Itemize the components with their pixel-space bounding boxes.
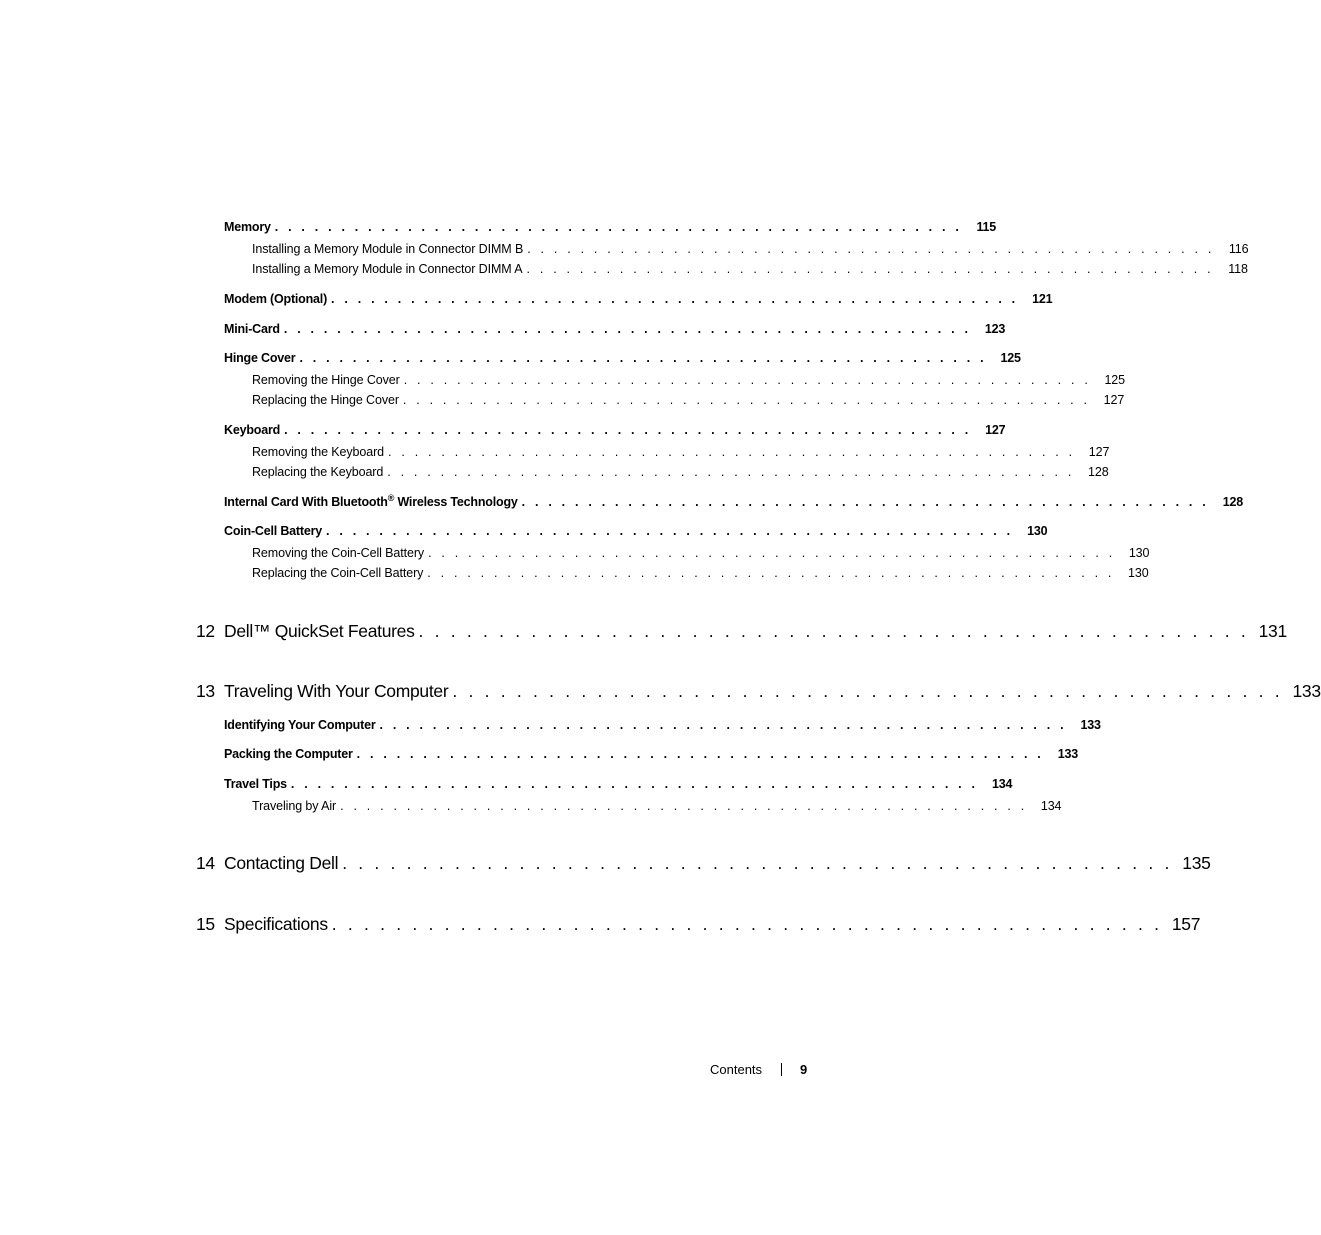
toc-chapter-title: Dell™ QuickSet Features bbox=[224, 621, 415, 641]
chapter-number: 13 bbox=[196, 681, 215, 701]
toc-entry-identifying-computer[interactable] bbox=[224, 718, 1101, 732]
toc-entry-page: 128 bbox=[1222, 495, 1243, 509]
dot-leader: . . . . . . . . . . . . . . . . . . . . . . . . . . . . . . . . . . . . . . . . . . . . . . . . . . . . bbox=[379, 718, 1067, 732]
registered-mark: ® bbox=[387, 492, 395, 503]
toc-entry-title: Installing a Memory Module in Connector DIMM B bbox=[252, 242, 524, 256]
dot-leader: . . . . . . . . . . . . . . . . . . . . . . . . . . . . . . . . . . . . . . . . . . . . . . . . . . . . bbox=[326, 524, 1014, 538]
toc-entry-title: Memory bbox=[224, 220, 271, 234]
dot-leader: . . . . . . . . . . . . . . . . . . . . . . . . . . . . . . . . . . . . . . . . . . . . . . . . . . . . bbox=[527, 242, 1215, 256]
chapter-number: 12 bbox=[196, 621, 215, 641]
toc-entry-title: Removing the Hinge Cover bbox=[252, 373, 400, 387]
toc-chapter-page: 135 bbox=[1182, 853, 1211, 873]
dot-leader: . . . . . . . . . . . . . . . . . . . . . . . . . . . . . . . . . . . . . . . . . . . . . . . . . . . . bbox=[427, 566, 1115, 580]
toc-entry-replacing-hinge-cover[interactable] bbox=[252, 393, 1125, 407]
dot-leader: . . . . . . . . . . . . . . . . . . . . . . . . . . . . . . . . . . . . . . . . . . . . . . . . . . . . bbox=[356, 747, 1044, 761]
toc-entry-memory[interactable] bbox=[224, 220, 997, 234]
toc-chapter-page: 157 bbox=[1171, 914, 1201, 934]
dot-leader: . . . . . . . . . . . . . . . . . . . . . . . . . . . . . . . . . . . . . . . . . . . . . . . . . . . . bbox=[526, 262, 1214, 276]
toc-entry-title: Mini-Card bbox=[224, 322, 280, 336]
toc-chapter-page: 133 bbox=[1292, 681, 1321, 701]
footer-divider bbox=[781, 1063, 782, 1076]
dot-leader: . . . . . . . . . . . . . . . . . . . . . . . . . . . . . . . . . . . . . . . . . . . . . . . . . . . . bbox=[331, 914, 1163, 934]
toc-entry-page: 134 bbox=[991, 777, 1013, 791]
toc-entry-traveling-by-air[interactable] bbox=[252, 799, 1062, 813]
dot-leader: . . . . . . . . . . . . . . . . . . . . . . . . . . . . . . . . . . . . . . . . . . . . . . . . . . . . bbox=[290, 777, 979, 791]
toc-chapter-title: Contacting Dell bbox=[224, 853, 339, 873]
dot-leader: . . . . . . . . . . . . . . . . . . . . . . . . . . . . . . . . . . . . . . . . . . . . . . . . . . . . bbox=[388, 445, 1076, 459]
toc-entry-keyboard[interactable] bbox=[224, 423, 1006, 437]
dot-leader: . . . . . . . . . . . . . . . . . . . . . . . . . . . . . . . . . . . . . . . . . . . . . . . . . . . . bbox=[428, 546, 1116, 560]
dot-leader: . . . . . . . . . . . . . . . . . . . . . . . . . . . . . . . . . . . . . . . . . . . . . . . . . . . . bbox=[340, 799, 1028, 813]
toc-entry-title: Packing the Computer bbox=[224, 747, 353, 761]
toc-chapter-14[interactable] bbox=[196, 853, 1211, 874]
toc-entry-page: 115 bbox=[976, 220, 997, 234]
toc-entry-hinge-cover[interactable] bbox=[224, 351, 1021, 365]
toc-entry-title: Replacing the Coin-Cell Battery bbox=[252, 566, 424, 580]
toc-chapter-title: Specifications bbox=[224, 914, 328, 934]
title-main: Internal Card With Bluetooth bbox=[224, 495, 388, 509]
chapter-number: 15 bbox=[196, 914, 215, 934]
toc-entry-page: 125 bbox=[1000, 351, 1021, 365]
toc-chapter-12[interactable] bbox=[196, 621, 1287, 642]
toc-entry-removing-keyboard[interactable] bbox=[252, 445, 1110, 459]
toc-entry-title: Modem (Optional) bbox=[224, 292, 328, 306]
toc-entry-install-dimm-a[interactable] bbox=[252, 262, 1248, 276]
footer-page-number: 9 bbox=[800, 1062, 808, 1077]
toc-chapter-title: Traveling With Your Computer bbox=[224, 681, 449, 701]
toc-entry-modem[interactable] bbox=[224, 292, 1053, 306]
title-suffix: Wireless Technology bbox=[394, 495, 518, 509]
toc-entry-page: 127 bbox=[1103, 393, 1125, 407]
toc-entry-bluetooth-card[interactable] bbox=[224, 492, 1243, 509]
toc-chapter-13[interactable] bbox=[196, 681, 1321, 702]
toc-entry-title: Identifying Your Computer bbox=[224, 718, 376, 732]
toc-entry-removing-hinge-cover[interactable] bbox=[252, 373, 1125, 387]
page-footer bbox=[700, 1062, 810, 1077]
toc-entry-install-dimm-b[interactable] bbox=[252, 242, 1249, 256]
toc-entry-page: 116 bbox=[1228, 242, 1249, 256]
dot-leader: . . . . . . . . . . . . . . . . . . . . . . . . . . . . . . . . . . . . . . . . . . . . . . . . . . . . bbox=[418, 621, 1249, 641]
toc-entry-title: Traveling by Air bbox=[252, 799, 337, 813]
toc-entry-coin-cell-battery[interactable] bbox=[224, 524, 1048, 538]
toc-entry-packing-computer[interactable] bbox=[224, 747, 1078, 761]
toc-entry-title: Removing the Coin-Cell Battery bbox=[252, 546, 425, 560]
toc-entry-title: Replacing the Hinge Cover bbox=[252, 393, 399, 407]
toc-entry-travel-tips[interactable] bbox=[224, 777, 1013, 791]
toc-entry-page: 130 bbox=[1128, 546, 1150, 560]
dot-leader: . . . . . . . . . . . . . . . . . . . . . . . . . . . . . . . . . . . . . . . . . . . . . . . . . . . . bbox=[331, 292, 1019, 306]
toc-entry-replacing-coin-cell[interactable] bbox=[252, 566, 1149, 580]
dot-leader: . . . . . . . . . . . . . . . . . . . . . . . . . . . . . . . . . . . . . . . . . . . . . . . . . . . . bbox=[283, 322, 972, 336]
toc-entry-title: Replacing the Keyboard bbox=[252, 465, 384, 479]
toc-chapter-15[interactable] bbox=[196, 914, 1201, 935]
toc-entry-page: 133 bbox=[1057, 747, 1078, 761]
dot-leader: . . . . . . . . . . . . . . . . . . . . . . . . . . . . . . . . . . . . . . . . . . . . . . . . . . . . bbox=[403, 373, 1091, 387]
toc-entry-title: Installing a Memory Module in Connector DIMM A bbox=[252, 262, 523, 276]
dot-leader: . . . . . . . . . . . . . . . . . . . . . . . . . . . . . . . . . . . . . . . . . . . . . . . . . . . . bbox=[299, 351, 987, 365]
toc-entry-page: 130 bbox=[1027, 524, 1048, 538]
toc-entry-page: 130 bbox=[1128, 566, 1149, 580]
toc-entry-page: 133 bbox=[1080, 718, 1101, 732]
toc-entry-page: 128 bbox=[1087, 465, 1109, 479]
toc-entry-title bbox=[224, 492, 518, 509]
toc-entry-page: 121 bbox=[1032, 292, 1053, 306]
dot-leader: . . . . . . . . . . . . . . . . . . . . . . . . . . . . . . . . . . . . . . . . . . . . . . . . . . . . bbox=[387, 465, 1075, 479]
toc-entry-page: 125 bbox=[1104, 373, 1125, 387]
toc-entry-page: 127 bbox=[985, 423, 1006, 437]
dot-leader: . . . . . . . . . . . . . . . . . . . . . . . . . . . . . . . . . . . . . . . . . . . . . . . . . . . . bbox=[452, 681, 1283, 701]
dot-leader: . . . . . . . . . . . . . . . . . . . . . . . . . . . . . . . . . . . . . . . . . . . . . . . . . . . . bbox=[274, 220, 963, 234]
toc-entry-replacing-keyboard[interactable] bbox=[252, 465, 1109, 479]
toc-entry-page: 123 bbox=[984, 322, 1006, 336]
chapter-number: 14 bbox=[196, 853, 215, 873]
toc-entry-title: Keyboard bbox=[224, 423, 281, 437]
toc-entry-title: Travel Tips bbox=[224, 777, 287, 791]
toc-entry-title: Removing the Keyboard bbox=[252, 445, 385, 459]
dot-leader: . . . . . . . . . . . . . . . . . . . . . . . . . . . . . . . . . . . . . . . . . . . . . . . . . . . . bbox=[402, 393, 1091, 407]
toc-entry-mini-card[interactable] bbox=[224, 322, 1006, 336]
toc-entry-title: Coin-Cell Battery bbox=[224, 524, 323, 538]
toc-chapter-page: 131 bbox=[1258, 621, 1287, 641]
dot-leader: . . . . . . . . . . . . . . . . . . . . . . . . . . . . . . . . . . . . . . . . . . . . . . . . . . . . bbox=[284, 423, 972, 437]
toc-entry-page: 127 bbox=[1088, 445, 1110, 459]
dot-leader: . . . . . . . . . . . . . . . . . . . . . . . . . . . . . . . . . . . . . . . . . . . . . . . . . . . . bbox=[521, 495, 1209, 509]
toc-entry-removing-coin-cell[interactable] bbox=[252, 546, 1150, 560]
toc-entry-page: 134 bbox=[1040, 799, 1062, 813]
toc-entry-page: 118 bbox=[1228, 262, 1248, 276]
footer-section-label: Contents bbox=[710, 1062, 763, 1077]
dot-leader: . . . . . . . . . . . . . . . . . . . . . . . . . . . . . . . . . . . . . . . . . . . . . . . . . . . . bbox=[342, 853, 1173, 873]
toc-entry-title: Hinge Cover bbox=[224, 351, 296, 365]
